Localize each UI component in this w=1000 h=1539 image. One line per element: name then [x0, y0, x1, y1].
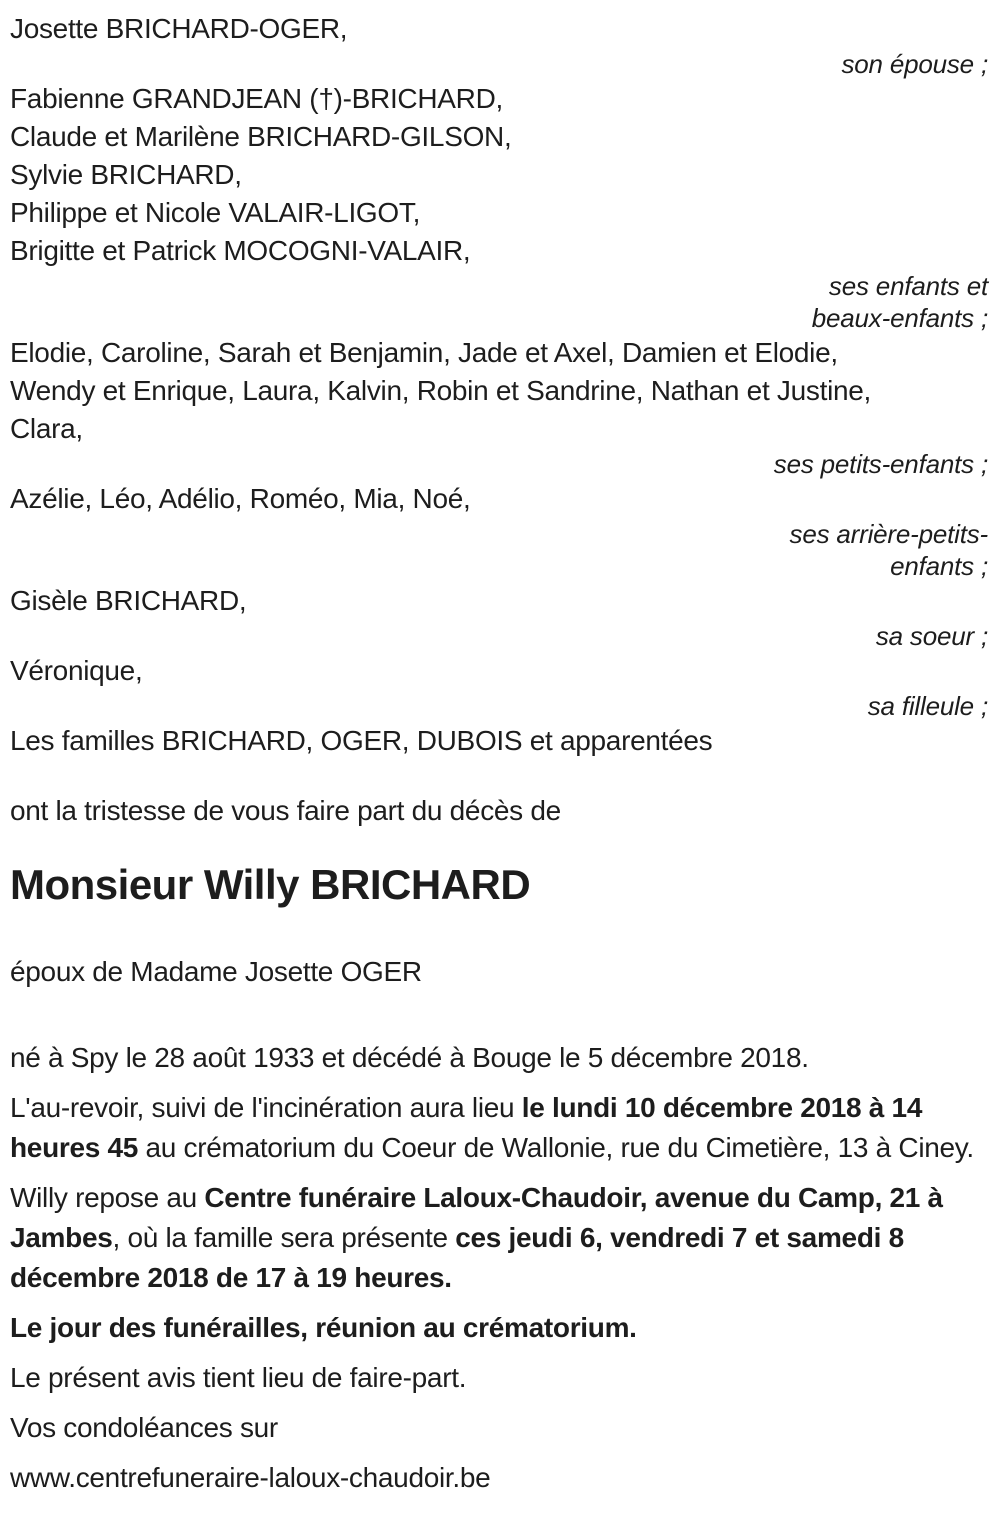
relation-label: ses arrière-petits- [789, 519, 988, 549]
text-segment: né à Spy le 28 août 1933 et décédé à Bouge le 5 décembre 2018. [10, 1042, 809, 1073]
funeral-home-url [10, 1458, 988, 1498]
relation-label: sa filleule ; [867, 691, 988, 721]
spouse-line: époux de Madame Josette OGER [10, 956, 422, 987]
mourner-name: Azélie, Léo, Adélio, Roméo, Mia, Noé, [10, 483, 471, 514]
mourner-name: Josette BRICHARD-OGER, [10, 13, 348, 44]
mourner-name: Véronique, [10, 655, 143, 686]
relation-label: beaux-enfants ; [811, 303, 988, 333]
faire-part-line [10, 1358, 988, 1398]
text-segment: Le présent avis tient lieu de faire-part. [10, 1362, 467, 1393]
announcement-text: ont la tristesse de vous faire part du décès de [10, 795, 561, 826]
mourner-name: Wendy et Enrique, Laura, Kalvin, Robin et Sandrine, Nathan et Justine, [10, 375, 872, 406]
relation-label: ses enfants et [828, 271, 988, 301]
relation-label: ses petits-enfants ; [773, 449, 988, 479]
mourner-name: Elodie, Caroline, Sarah et Benjamin, Jade et Axel, Damien et Elodie, [10, 337, 838, 368]
text-segment: Vos condoléances sur [10, 1412, 278, 1443]
relation-label: sa soeur ; [875, 621, 988, 651]
mourner-name: Claude et Marilène BRICHARD-GILSON, [10, 121, 512, 152]
birth-death-line [10, 1038, 988, 1078]
mourner-name: Brigitte et Patrick MOCOGNI-VALAIR, [10, 235, 471, 266]
deceased-name-title: Monsieur Willy BRICHARD [10, 861, 531, 908]
mourner-name: Clara, [10, 413, 83, 444]
bold-text-segment: Centre funéraire Laloux-Chaudoir, avenue du Camp, 21 à Jambes [10, 1182, 943, 1253]
visitation-paragraph [10, 1178, 988, 1298]
mourner-name: Les familles BRICHARD, OGER, DUBOIS et apparentées [10, 725, 713, 756]
funeral-day-line [10, 1308, 988, 1348]
mourner-name: Fabienne GRANDJEAN (†)-BRICHARD, [10, 83, 503, 114]
text-segment: , où la famille sera présente [112, 1222, 456, 1253]
mourner-name: Sylvie BRICHARD, [10, 159, 242, 190]
text-segment: au crématorium du Coeur de Wallonie, rue du Cimetière, 13 à Ciney. [138, 1132, 974, 1163]
text-segment: L'au-revoir, suivi de l'incinération aura lieu [10, 1092, 522, 1123]
relation-label: son épouse ; [841, 49, 988, 79]
mourner-name: Gisèle BRICHARD, [10, 585, 247, 616]
bold-text-segment: ces jeudi 6, vendredi 7 et samedi 8 décembre 2018 de 17 à 19 heures. [10, 1222, 904, 1293]
bold-text-segment: le lundi 10 décembre 2018 à 14 heures 45 [10, 1092, 923, 1163]
bold-text-segment: Le jour des funérailles, réunion au crématorium. [10, 1312, 637, 1343]
mourners-list [10, 10, 988, 760]
farewell-ceremony-paragraph [10, 1088, 988, 1168]
mourner-name: Philippe et Nicole VALAIR-LIGOT, [10, 197, 421, 228]
text-segment: Willy repose au [10, 1182, 205, 1213]
condolences-line [10, 1408, 988, 1448]
relation-label: enfants ; [890, 551, 988, 581]
text-segment: www.centrefuneraire-laloux-chaudoir.be [10, 1462, 491, 1493]
